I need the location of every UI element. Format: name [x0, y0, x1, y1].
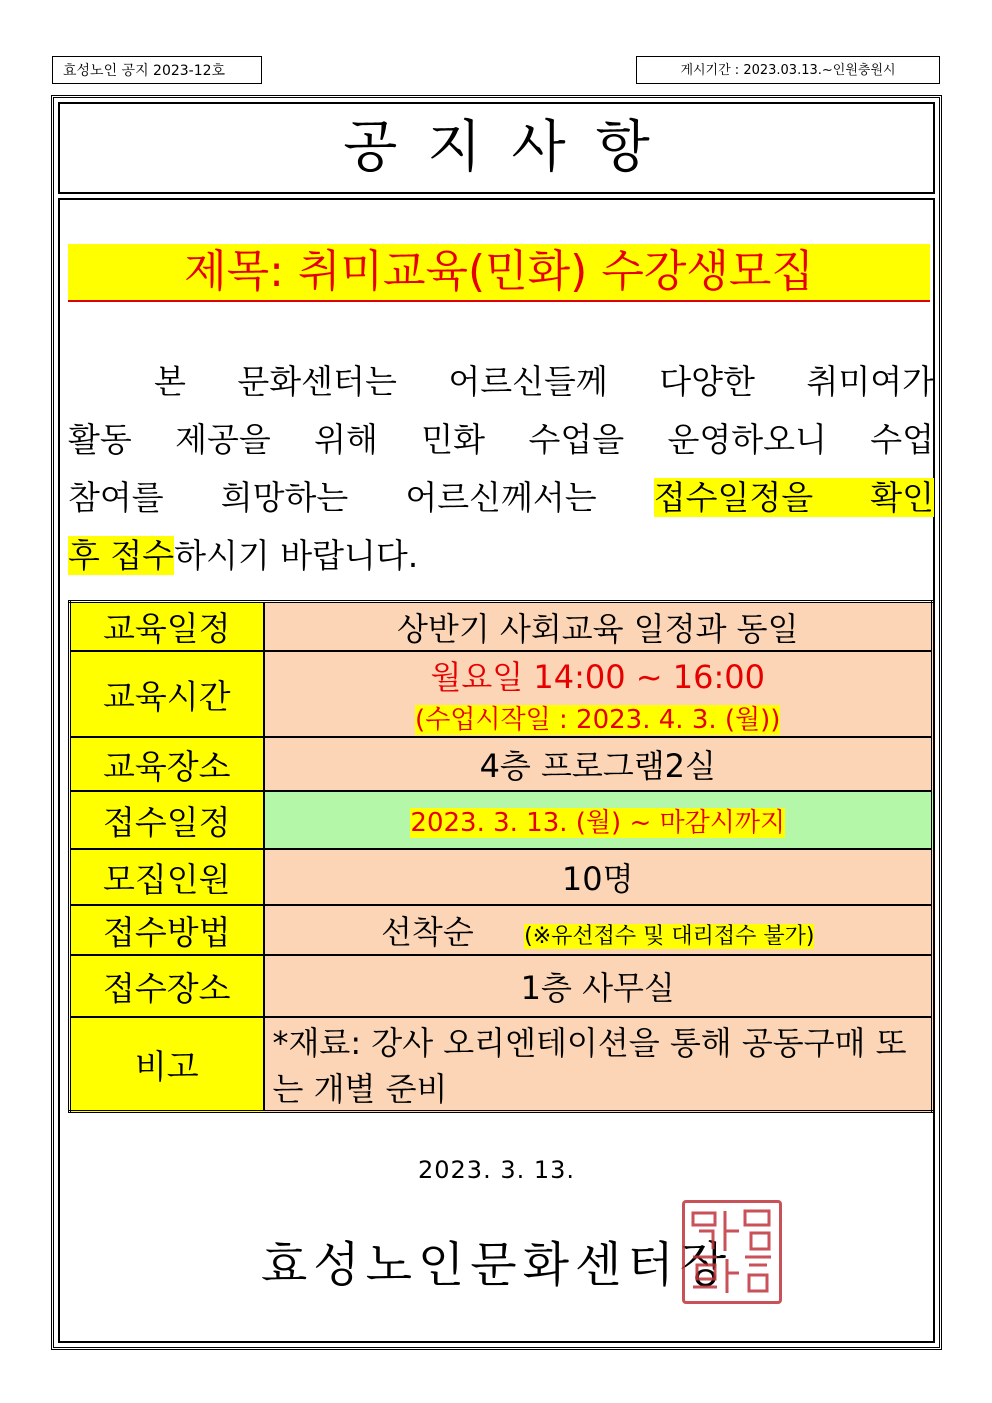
paragraph-line-1: [68, 360, 934, 404]
notice-frame: [51, 95, 942, 1350]
organization-name: 효성노인문화센터장: [260, 1237, 733, 1293]
posting-period: 게시기간 : 2023.03.13.~인원충원시: [636, 56, 940, 84]
row-value: [264, 791, 933, 849]
row-label: 교육시간: [70, 651, 264, 737]
highlighted-text: 후 접수: [68, 536, 175, 575]
notice-date: 2023. 3. 13.: [417, 1156, 576, 1184]
official-seal-icon: [682, 1200, 782, 1304]
row-value: [264, 905, 933, 955]
table-row: [70, 651, 933, 737]
method-value: 선착순: [381, 913, 474, 951]
info-table: [68, 600, 934, 1113]
row-label: 모집인원: [70, 849, 264, 905]
table-row: [70, 602, 933, 652]
row-label: 비고: [70, 1017, 264, 1112]
notice-body: [58, 198, 935, 1343]
row-label: 교육일정: [70, 602, 264, 652]
paragraph-text: 본 문화센터는 어르신들께 다양한 취미여가: [154, 362, 934, 401]
row-label: 접수방법: [70, 905, 264, 955]
time-main: 월요일 14:00 ~ 16:00: [430, 658, 765, 696]
paragraph-line-3: [68, 476, 934, 520]
title-box: [58, 102, 935, 194]
paragraph-text: 참여를 희망하는 어르신께서는: [68, 478, 654, 517]
row-value: [264, 651, 933, 737]
page-title: 공지사항: [343, 115, 680, 180]
table-row: [70, 849, 933, 905]
seal-pattern: [685, 1203, 779, 1301]
paragraph-line-2: 활동 제공을 위해 민화 수업을 운영하오니 수업: [68, 420, 934, 459]
row-label: 접수장소: [70, 955, 264, 1017]
table-row: [70, 791, 933, 849]
method-note: (※유선접수 및 대리접수 불가): [524, 924, 815, 949]
notice-number: 효성노인 공지 2023-12호: [52, 56, 262, 84]
subject-title: 제목: 취미교육(민화) 수강생모집: [184, 246, 814, 297]
row-value: 4층 프로그램2실: [264, 737, 933, 791]
table-row: [70, 955, 933, 1017]
paragraph-line-4: [68, 534, 934, 578]
row-value: *재료: 강사 오리엔테이션을 통해 공동구매 또는 개별 준비: [264, 1017, 933, 1112]
row-value: 10명: [264, 849, 933, 905]
row-value: 상반기 사회교육 일정과 동일: [264, 602, 933, 652]
table-row: [70, 1017, 933, 1112]
subject-banner: [68, 244, 930, 302]
table-row: [70, 905, 933, 955]
row-label: 교육장소: [70, 737, 264, 791]
table-row: [70, 737, 933, 791]
reception-period-value: 2023. 3. 13. (월) ~ 마감시까지: [410, 808, 786, 838]
class-start-date: (수업시작일 : 2023. 4. 3. (월)): [415, 705, 781, 735]
highlighted-text: 접수일정을 확인: [653, 478, 935, 517]
row-label: 접수일정: [70, 791, 264, 849]
paragraph-text: 하시기 바랍니다.: [174, 536, 419, 575]
row-value: 1층 사무실: [264, 955, 933, 1017]
time-sub-wrap: [265, 698, 932, 736]
